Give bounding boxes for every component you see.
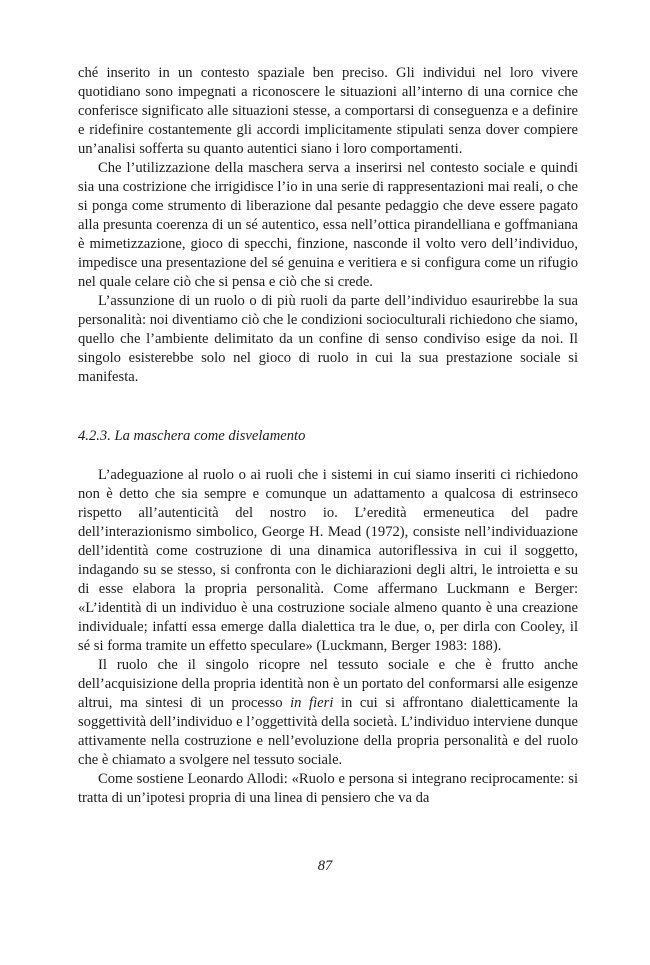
- paragraph-allodi: Come sostiene Leonardo Allodi: «Ruolo e persona si integrano reciprocamente: si tratta di un’ipotesi propria di una linea di pensiero che va da: [78, 771, 578, 806]
- page-body: [78, 64, 578, 808]
- paragraph-adeguazione: L’adeguazione al ruolo o ai ruoli che i sistemi in cui siamo inseriti ci richiedono non è detto che sia sempre e comunque un adattamento a qualcosa di estrinseco rispetto all’autenticità del nostro io. L’eredità ermeneutica del padre dell’interazionismo simbolico, George H. Mead (1972), consiste nell’individuazione dell’identità come costruzione di una dinamica autoriflessiva in cui il soggetto, indagando su se stesso, si confronta con le dichiarazioni degli altri, le introietta e su di esse elabora la propria personalità. Come affermano Luckmann e Berger: «L’identità di un individuo è una costruzione sociale almeno quanto è una creazione individuale; infatti essa emerge dalla dialettica tra le due, o, per dirla con Cooley, il sé si forma tramite un effetto speculare» (Luckmann, Berger 1983: 188).: [78, 467, 578, 654]
- paragraph-text: Il ruolo che il singolo ricopre nel tessuto sociale e che è frutto anche dell’acquisizione della propria identità non è un portato del conformarsi alle esigenze altrui, ma sintesi di un processo: [78, 657, 578, 711]
- italic-term: in fieri: [290, 695, 334, 711]
- paragraph-text: in cui si affrontano dialetticamente la soggettività dell’individuo e l’oggettività della società. L’individuo interviene dunque attivamente nella costruzione e nell’evoluzione della propria personalità e del ruolo che è chiamato a svolgere nel tessuto sociale.: [78, 695, 578, 768]
- section-heading: 4.2.3. La maschera come disvelamento: [78, 428, 306, 444]
- page-number: 87: [317, 858, 333, 874]
- paragraph-continuation: ché inserito in un contesto spaziale ben preciso. Gli individui nel loro vivere quotidiano sono impegnati a riconoscere le situazioni all’interno di una cornice che conferisce significato alle situazioni stesse, a comportarsi di conseguenza e a definire e ridefinire costantemente gli accordi implicitamente stipulati senza dover compiere un’analisi sofferta su quanto autentici siano i loro comportamenti.: [78, 65, 578, 157]
- paragraph-ruolo: L’assunzione di un ruolo o di più ruoli da parte dell’individuo esaurirebbe la sua personalità: noi diventiamo ciò che le condizioni socioculturali richiedono che siamo, quello che l’ambiente delimitato da un confine di senso condiviso esige da noi. Il singolo esisterebbe solo nel gioco di ruolo in cui la sua prestazione sociale si manifesta.: [78, 293, 578, 385]
- paragraph-ruolo-singolo: [78, 656, 578, 770]
- paragraph-maschera: Che l’utilizzazione della maschera serva a inserirsi nel contesto sociale e quindi sia una costrizione che irrigidisce l’io in una serie di rappresentazioni mai reali, o che si ponga come strumento di liberazione dal pesante pedaggio che deve essere pagato alla presunta coerenza di un sé autentico, essa nell’ottica pirandelliana e goffmaniana è mimetizzazione, gioco di specchi, finzione, nasconde il volto vero dell’individuo, impedisce una presentazione del sé genuina e veritiera e si configura come un rifugio nel quale celare ciò che si pensa e ciò che si crede.: [78, 160, 578, 290]
